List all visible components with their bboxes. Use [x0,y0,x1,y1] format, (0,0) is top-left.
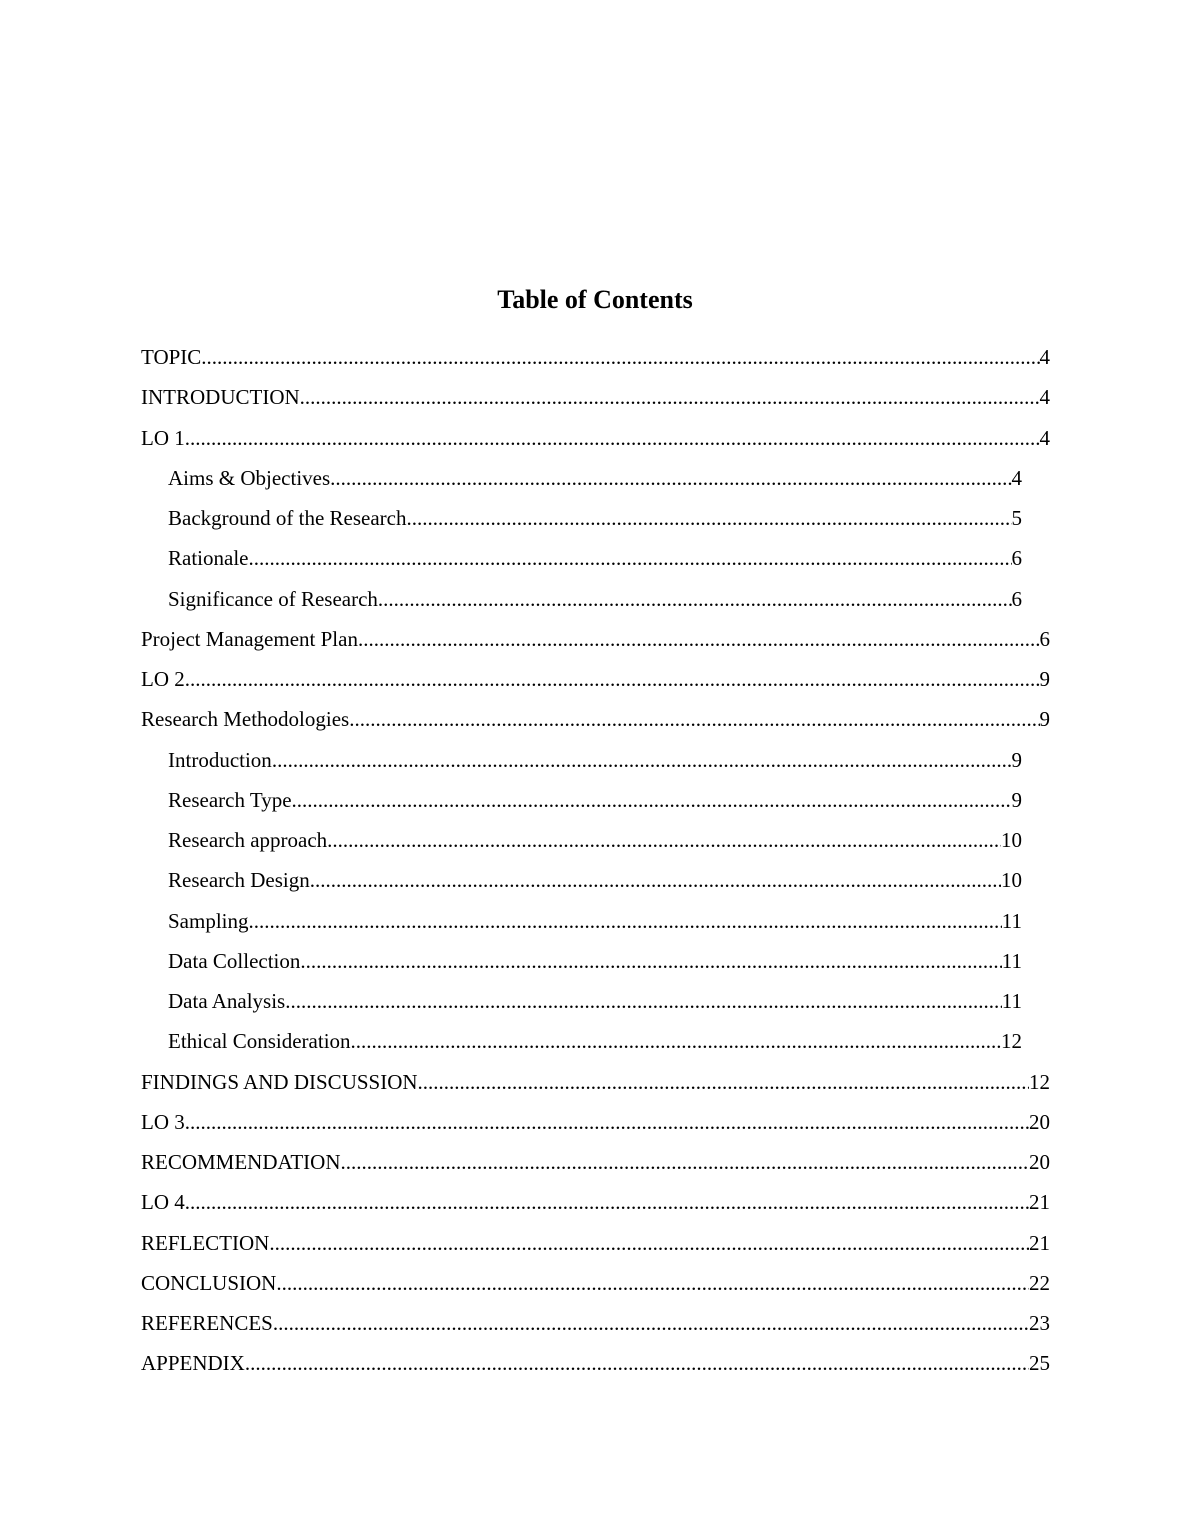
toc-entry-page-number: 10 [1001,828,1022,852]
toc-entry-label: RECOMMENDATION [141,1150,341,1174]
toc-entry-page-number: 25 [1029,1351,1050,1376]
toc-dot-leader [300,380,1040,414]
toc-dot-leader [330,461,1011,495]
toc-entry-label: Aims & Objectives [168,465,331,490]
toc-dot-leader [273,1306,1029,1340]
toc-entry-label: Significance of Research [168,586,378,611]
toc-entry[interactable] [141,1266,1050,1306]
toc-entry-page-number: 6 [1039,626,1050,651]
toc-entry[interactable] [141,622,1050,662]
toc-entry[interactable] [141,421,1050,461]
toc-dot-leader [185,662,1040,696]
toc-dot-leader [327,823,1001,857]
toc-entry-label: TOPIC [141,345,202,369]
toc-entry[interactable] [168,461,1022,501]
toc-entry-page-number: 22 [1029,1270,1050,1295]
toc-entry[interactable] [168,904,1022,944]
toc-entry-page-number: 6 [1011,546,1022,571]
toc-entry-page-number: 4 [1039,425,1050,450]
toc-entry-label: LO 1 [141,425,185,450]
toc-entry[interactable] [168,944,1022,984]
toc-dot-leader [269,1226,1029,1260]
toc-entry[interactable] [168,743,1022,783]
toc-entry-label: APPENDIX [141,1351,245,1376]
toc-entry-label: REFLECTION [141,1230,270,1255]
toc-dot-leader [272,743,1012,777]
toc-dot-leader [248,541,1011,575]
toc-entry-label: Data Collection [168,948,301,973]
toc-dot-leader [300,944,1001,978]
toc-entry-page-number: 20 [1029,1150,1050,1174]
toc-entry-page-number: 9 [1011,787,1022,812]
toc-entry-label: Research Type [168,787,292,812]
toc-entry[interactable] [141,1105,1050,1145]
toc-entry[interactable] [168,582,1022,622]
toc-entry-page-number: 4 [1039,345,1050,369]
toc-entry-label: LO 4 [141,1190,185,1215]
toc-dot-leader [310,863,1001,897]
toc-entry[interactable] [168,1024,1022,1064]
toc-entry[interactable] [168,783,1022,823]
toc-entry[interactable] [168,501,1022,541]
toc-entry-label: CONCLUSION [141,1270,277,1295]
toc-entry-page-number: 5 [1011,506,1022,530]
toc-dot-leader [185,1105,1029,1139]
toc-entry[interactable] [168,863,1022,903]
toc-entry-page-number: 20 [1029,1109,1050,1134]
toc-entry[interactable] [168,984,1022,1024]
toc-entry-page-number: 21 [1029,1230,1050,1255]
toc-entry-page-number: 11 [1001,989,1022,1013]
toc-entry-label: Research Methodologies [141,707,350,732]
toc-dot-leader [407,501,1012,535]
toc-entry-label: FINDINGS AND DISCUSSION [141,1069,418,1094]
toc-dot-leader [349,702,1039,736]
toc-dot-leader [358,622,1040,656]
toc-entry-label: LO 3 [141,1109,185,1134]
toc-entry-page-number: 12 [1001,1029,1022,1054]
toc-entry[interactable] [168,823,1022,863]
toc-dot-leader [341,1145,1030,1179]
toc-entry-label: Project Management Plan [141,626,358,651]
toc-entry-label: Data Analysis [168,989,286,1013]
toc-entry-page-number: 21 [1029,1190,1050,1215]
toc-entry-label: LO 2 [141,667,185,691]
toc-entry-label: REFERENCES [141,1311,273,1335]
toc-entry-page-number: 11 [1001,908,1022,933]
toc-entry-page-number: 9 [1011,747,1022,772]
toc-entry[interactable] [141,340,1050,380]
toc-entry[interactable] [141,702,1050,742]
toc-entry[interactable] [141,1226,1050,1266]
toc-entry[interactable] [168,541,1022,581]
toc-entry[interactable] [141,1185,1050,1225]
toc-entry-page-number: 10 [1001,868,1022,893]
toc-entry[interactable] [141,1065,1050,1105]
toc-dot-leader [418,1065,1029,1099]
toc-dot-leader [378,582,1012,616]
toc-dot-leader [285,984,1002,1018]
toc-entry-label: Ethical Consideration [168,1029,351,1054]
toc-entry-page-number: 9 [1039,707,1050,732]
toc-list [0,340,1190,1387]
toc-dot-leader [185,421,1040,455]
toc-entry-page-number: 4 [1039,385,1050,410]
toc-entry[interactable] [141,1346,1050,1386]
toc-entry-label: Introduction [168,747,272,772]
toc-entry-label: Research approach [168,828,328,852]
toc-dot-leader [245,1346,1029,1380]
toc-dot-leader [351,1024,1001,1058]
toc-entry-label: Rationale [168,546,249,571]
toc-title: Table of Contents [497,285,693,314]
toc-dot-leader [185,1185,1029,1219]
toc-entry[interactable] [141,1306,1050,1346]
toc-entry-page-number: 4 [1011,465,1022,490]
toc-entry-page-number: 11 [1001,948,1022,973]
toc-entry-page-number: 6 [1011,586,1022,611]
toc-entry-page-number: 9 [1039,667,1050,691]
toc-entry[interactable] [141,662,1050,702]
toc-dot-leader [201,340,1039,374]
toc-entry-label: Research Design [168,868,310,893]
toc-entry-page-number: 12 [1029,1069,1050,1094]
toc-entry-page-number: 23 [1029,1311,1050,1335]
toc-entry[interactable] [141,1145,1050,1185]
toc-entry-label: Sampling [168,908,249,933]
toc-dot-leader [249,904,1002,938]
toc-dot-leader [292,783,1012,817]
toc-entry[interactable] [141,380,1050,420]
toc-dot-leader [276,1266,1029,1300]
toc-entry-label: INTRODUCTION [141,385,300,410]
toc-entry-label: Background of the Research [168,506,407,530]
